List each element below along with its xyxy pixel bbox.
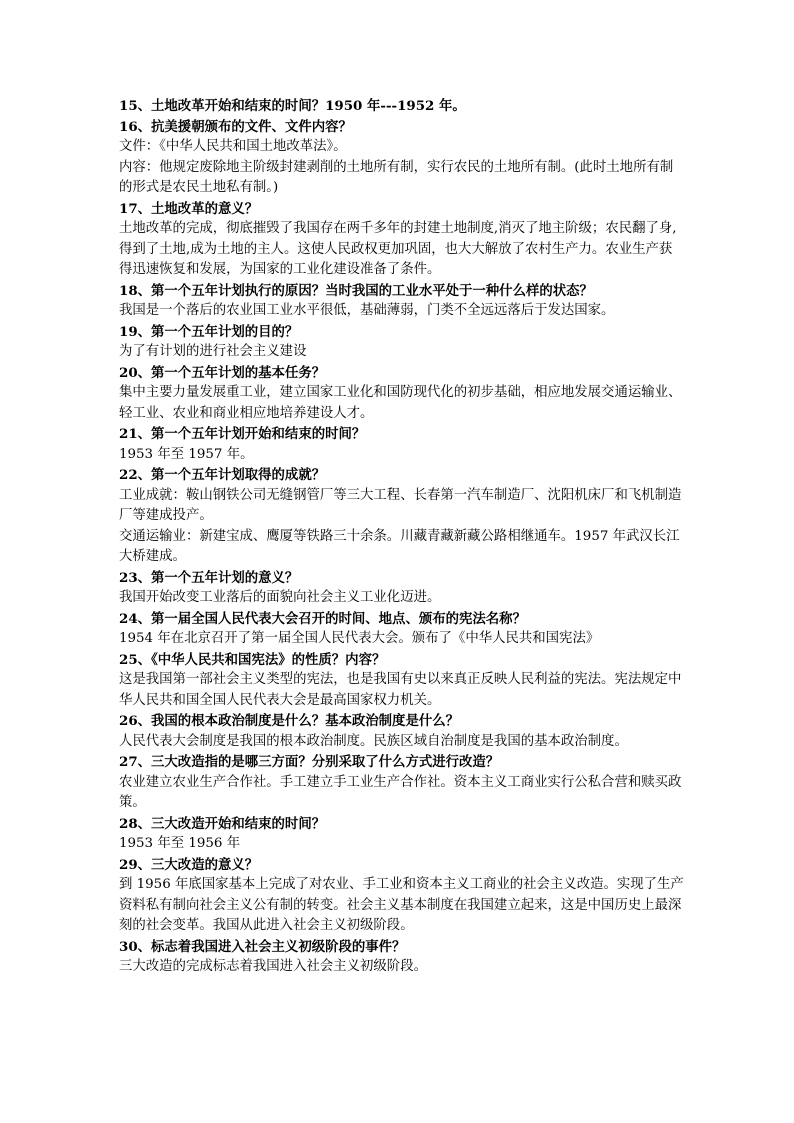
question-24: 24、第一届全国人民代表大会召开的时间、地点、颁布的宪法名称？ [119,610,526,627]
question-15: 15、土地改革开始和结束的时间？1950 年---1952 年。 [119,98,466,114]
question-19: 19、第一个五年计划的目的？ [119,323,299,340]
question-21: 21、第一个五年计划开始和结束的时间？ [119,426,366,442]
answer-20: 集中主要力量发展重工业，建立国家工业化和国防现代化的初步基础，相应地发展交通运输业、轻工业、农业和商业相应地培养建设人才。 [119,385,682,421]
question-22: 22、第一个五年计划取得的成就？ [119,467,326,483]
answer-30: 三大改造的完成标志着我国进入社会主义初级阶段。 [119,959,427,974]
document-body [119,96,684,978]
answer-26: 人民代表大会制度是我国的根本政治制度。民族区域自治制度是我国的基本政治制度。 [119,733,628,749]
question-27: 27、三大改造指的是哪三方面？分别采取了什么方式进行改造？ [119,754,500,770]
answer-19: 为了有计划的进行社会主义建设 [119,344,307,359]
question-28: 28、三大改造开始和结束的时间？ [119,815,326,832]
answer-22-industry: 工业成就：鞍山钢铁公司无缝钢管厂等三大工程、长春第一汽车制造厂、沈阳机床厂和飞机制造厂等建成投产。 [119,487,682,523]
question-25: 25、《中华人民共和国宪法》的性质？内容？ [119,651,386,668]
answer-16-document: 文件：《中华人民共和国土地改革法》。 [119,139,347,154]
answer-21: 1953 年至 1957 年。 [119,446,254,462]
question-29: 29、三大改造的意义？ [119,856,259,873]
answer-17: 土地改革的完成，彻底摧毁了我国存在两千多年的封建土地制度,消灭了地主阶级；农民翻了身,得到了土地,成为土地的主人。这使人民政权更加巩固，也大大解放了农村生产力。农业生产获得迅速恢复和发展，为国家的工业化建设准备了条件。 [119,221,677,277]
answer-22-transport: 交通运输业：新建宝成、鹰厦等铁路三十余条。川藏青藏新藏公路相继通车。1957 年武汉长江大桥建成。 [119,528,680,564]
question-17: 17、土地改革的意义？ [119,200,259,217]
answer-27: 农业建立农业生产合作社。手工建立手工业生产合作社。资本主义工商业实行公私合营和赎买政策。 [119,774,682,810]
question-23: 23、第一个五年计划的意义？ [119,569,299,586]
question-30: 30、标志着我国进入社会主义初级阶段的事件？ [119,938,406,955]
answer-23: 我国开始改变工业落后的面貌向社会主义工业化迈进。 [119,590,441,605]
question-16: 16、抗美援朝颁布的文件、文件内容？ [119,118,352,135]
answer-16-content: 内容：他规定废除地主阶级封建剥削的土地所有制，实行农民的土地所有制。(此时土地所有制的形式是农民土地私有制。) [119,159,674,195]
question-20: 20、第一个五年计划的基本任务？ [119,364,326,381]
question-26: 26、我国的根本政治制度是什么？基本政治制度是什么？ [119,713,460,729]
answer-29: 到 1956 年底国家基本上完成了对农业、手工业和资本主义工商业的社会主义改造。实现了生产资料私有制向社会主义公有制的转变。社会主义基本制度在我国建立起来，这是中国历史上最深刻的社会变革。我国从此进入社会主义初级阶段。 [119,877,684,933]
answer-24: 1954 年在北京召开了第一届全国人民代表大会。颁布了《中华人民共和国宪法》 [119,631,600,646]
question-18: 18、第一个五年计划执行的原因？当时我国的工业水平处于一种什么样的状态？ [119,282,593,299]
answer-28: 1953 年至 1956 年 [119,836,241,851]
answer-25: 这是我国第一部社会主义类型的宪法，也是我国有史以来真正反映人民利益的宪法。宪法规定中华人民共和国全国人民代表大会是最高国家权力机关。 [119,672,682,708]
answer-18: 我国是一个落后的农业国工业水平很低，基础薄弱，门类不全远远落后于发达国家。 [119,303,615,318]
